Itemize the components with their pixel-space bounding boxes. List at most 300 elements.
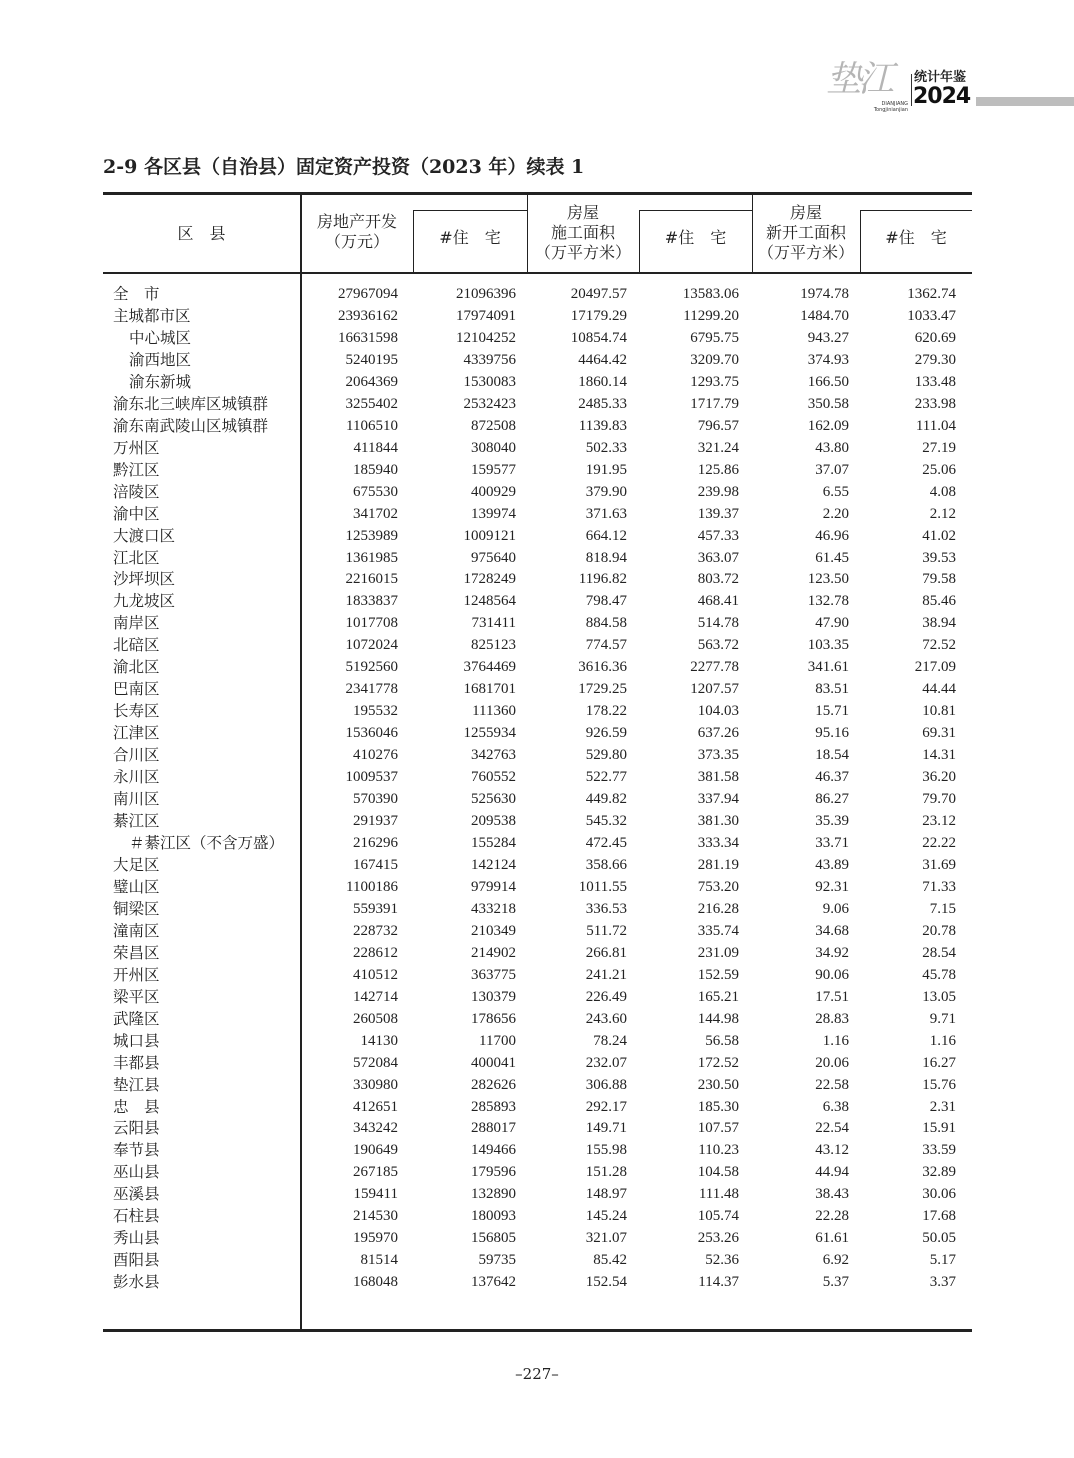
row-value: 10.81 xyxy=(922,703,956,720)
row-value: 1009537 xyxy=(345,769,398,786)
row-value: 333.34 xyxy=(697,835,739,851)
row-value: 155284 xyxy=(471,835,516,851)
table-row xyxy=(103,328,972,349)
row-district-name: 永川区 xyxy=(113,768,160,787)
header-real-estate xyxy=(301,212,413,252)
row-value: 151.28 xyxy=(585,1164,627,1181)
row-value: 52.36 xyxy=(705,1252,739,1269)
row-value: 2277.78 xyxy=(690,659,739,676)
row-value: 358.66 xyxy=(585,856,627,873)
row-value: 1207.57 xyxy=(690,681,739,698)
row-value: 675530 xyxy=(353,483,398,500)
table-row xyxy=(103,591,972,612)
table-row xyxy=(103,1162,972,1183)
logo-divider xyxy=(911,74,912,106)
row-value: 14.31 xyxy=(922,747,956,764)
row-value: 502.33 xyxy=(585,439,627,456)
table-row xyxy=(103,394,972,415)
row-value: 337.94 xyxy=(697,791,739,808)
row-value: 1011.55 xyxy=(578,878,627,895)
table-row xyxy=(103,723,972,744)
row-district-name: 开州区 xyxy=(113,965,160,984)
row-value: 371.63 xyxy=(585,505,627,522)
row-district-name: 石柱县 xyxy=(113,1207,160,1226)
table-row xyxy=(103,833,972,854)
row-district-name: 荣昌区 xyxy=(113,943,160,962)
row-district-name: 黔江区 xyxy=(113,460,160,479)
row-value: 83.51 xyxy=(815,681,849,698)
row-district-name: 渝中区 xyxy=(113,504,160,523)
row-value: 145.24 xyxy=(585,1208,627,1225)
row-district-name: 渝西地区 xyxy=(129,350,192,369)
row-value: 308040 xyxy=(471,439,516,456)
row-value: 38.43 xyxy=(815,1186,849,1203)
row-district-name: 大渡口区 xyxy=(113,526,176,545)
row-value: 18.54 xyxy=(815,747,849,764)
row-value: 111.48 xyxy=(698,1186,739,1203)
row-value: 61.45 xyxy=(815,549,849,566)
row-value: 132890 xyxy=(471,1186,516,1203)
row-district-name: 秀山县 xyxy=(113,1229,160,1248)
row-value: 872508 xyxy=(471,417,516,434)
header-residential: #住 宅 xyxy=(664,228,727,247)
row-district-name: 梁平区 xyxy=(113,987,160,1006)
row-value: 81514 xyxy=(360,1252,398,1269)
row-district-name: 巴南区 xyxy=(113,680,160,699)
row-value: 3255402 xyxy=(345,395,398,412)
row-value: 803.72 xyxy=(697,571,739,588)
row-value: 3616.36 xyxy=(578,659,627,676)
row-district-name: ＃綦江区（不含万盛） xyxy=(129,834,285,852)
row-district-name: 沙坪坝区 xyxy=(113,570,176,589)
row-value: 191.95 xyxy=(585,461,627,478)
row-value: 6.92 xyxy=(822,1252,849,1269)
row-value: 228732 xyxy=(353,922,398,939)
row-value: 69.31 xyxy=(922,725,956,742)
table-row xyxy=(103,1184,972,1205)
table-row xyxy=(103,1031,972,1052)
row-value: 282626 xyxy=(471,1076,516,1093)
row-district-name: 南岸区 xyxy=(113,614,160,633)
row-value: 774.57 xyxy=(585,637,627,654)
row-value: 3764469 xyxy=(463,659,516,676)
table-row xyxy=(103,613,972,634)
row-value: 410512 xyxy=(353,966,398,983)
row-district-name: 全 市 xyxy=(113,285,160,303)
row-value: 46.96 xyxy=(815,527,849,544)
row-value: 190649 xyxy=(353,1142,398,1159)
row-value: 71.33 xyxy=(922,878,956,895)
row-value: 152.59 xyxy=(697,966,739,983)
row-value: 17974091 xyxy=(456,307,516,324)
row-value: 4339756 xyxy=(463,351,516,368)
row-value: 37.07 xyxy=(815,461,849,478)
row-value: 266.81 xyxy=(585,944,627,961)
row-value: 41.02 xyxy=(922,527,956,544)
table-row xyxy=(103,1140,972,1161)
row-value: 34.92 xyxy=(815,944,849,961)
row-value: 363.07 xyxy=(697,549,739,566)
row-district-name: 北碚区 xyxy=(113,636,160,655)
row-value: 22.22 xyxy=(922,835,956,851)
row-value: 10854.74 xyxy=(570,329,627,346)
row-value: 142124 xyxy=(471,856,516,873)
row-value: 123.50 xyxy=(807,571,849,588)
row-value: 13583.06 xyxy=(682,286,739,302)
row-value: 110.23 xyxy=(698,1142,739,1159)
row-value: 2532423 xyxy=(463,395,516,412)
row-district-name: 云阳县 xyxy=(113,1119,160,1138)
row-value: 5.17 xyxy=(929,1252,956,1269)
header-bottom-rule xyxy=(103,272,972,274)
row-district-name: 武隆区 xyxy=(113,1009,160,1028)
row-value: 28.54 xyxy=(922,944,956,961)
row-value: 125.86 xyxy=(697,461,739,478)
row-value: 321.07 xyxy=(585,1230,627,1247)
row-value: 285893 xyxy=(471,1098,516,1115)
row-value: 825123 xyxy=(471,637,516,654)
row-value: 3209.70 xyxy=(690,351,739,368)
row-district-name: 主城都市区 xyxy=(113,306,191,325)
row-value: 7.15 xyxy=(929,900,956,917)
row-value: 27967094 xyxy=(338,286,398,302)
table-row xyxy=(103,460,972,481)
row-value: 230.50 xyxy=(697,1076,739,1093)
row-value: 1974.78 xyxy=(800,286,849,302)
row-value: 232.07 xyxy=(585,1054,627,1071)
table-row xyxy=(103,1075,972,1096)
row-value: 6.55 xyxy=(822,483,849,500)
row-value: 17179.29 xyxy=(570,307,627,324)
row-value: 166.50 xyxy=(807,373,849,390)
row-value: 343242 xyxy=(353,1120,398,1137)
row-value: 86.27 xyxy=(815,791,849,808)
row-value: 59735 xyxy=(478,1252,516,1269)
row-value: 292.17 xyxy=(585,1098,627,1115)
row-value: 449.82 xyxy=(585,791,627,808)
row-value: 2485.33 xyxy=(578,395,627,412)
row-district-name: 丰都县 xyxy=(113,1053,160,1072)
row-value: 33.71 xyxy=(815,835,849,851)
table-row xyxy=(103,1009,972,1030)
row-value: 563.72 xyxy=(697,637,739,654)
row-value: 32.89 xyxy=(922,1164,956,1181)
row-district-name: 铜梁区 xyxy=(113,899,160,918)
row-value: 570390 xyxy=(353,791,398,808)
table-row xyxy=(103,877,972,898)
row-value: 43.89 xyxy=(815,856,849,873)
row-value: 79.58 xyxy=(922,571,956,588)
table-row xyxy=(103,965,972,986)
header-unit: （万平方米） xyxy=(757,243,854,262)
row-value: 1728249 xyxy=(463,571,516,588)
row-value: 243.60 xyxy=(585,1010,627,1027)
row-value: 216296 xyxy=(353,835,398,851)
row-value: 20.78 xyxy=(922,922,956,939)
row-value: 25.06 xyxy=(922,461,956,478)
row-value: 1009121 xyxy=(463,527,516,544)
row-value: 321.24 xyxy=(697,439,739,456)
row-value: 1717.79 xyxy=(690,395,739,412)
table-row xyxy=(103,284,972,305)
row-value: 1536046 xyxy=(345,725,398,742)
row-district-name: 中心城区 xyxy=(129,328,192,347)
row-district-name: 綦江区 xyxy=(113,812,160,831)
row-value: 9.71 xyxy=(929,1010,956,1027)
row-district-name: 江北区 xyxy=(113,548,160,567)
row-value: 50.05 xyxy=(922,1230,956,1247)
row-value: 798.47 xyxy=(585,593,627,610)
row-value: 35.39 xyxy=(815,813,849,830)
row-value: 16631598 xyxy=(338,329,398,346)
row-value: 1.16 xyxy=(929,1032,956,1049)
row-value: 156805 xyxy=(471,1230,516,1247)
table-row xyxy=(103,657,972,678)
row-value: 107.57 xyxy=(697,1120,739,1137)
table-row xyxy=(103,482,972,503)
row-value: 411844 xyxy=(353,439,398,456)
row-value: 139974 xyxy=(471,505,516,522)
row-value: 410276 xyxy=(353,747,398,764)
row-value: 760552 xyxy=(471,769,516,786)
table-title: 2-9 各区县（自治县）固定资产投资（2023 年）续表 1 xyxy=(103,156,585,178)
row-value: 178656 xyxy=(471,1010,516,1027)
row-value: 72.52 xyxy=(922,637,956,654)
row-value: 185940 xyxy=(353,461,398,478)
row-district-name: 渝东新城 xyxy=(129,372,192,391)
row-value: 288017 xyxy=(471,1120,516,1137)
row-value: 162.09 xyxy=(807,417,849,434)
row-value: 241.21 xyxy=(585,966,627,983)
row-value: 233.98 xyxy=(914,395,956,412)
row-value: 1017708 xyxy=(345,615,398,632)
row-value: 342763 xyxy=(471,747,516,764)
row-value: 92.31 xyxy=(815,878,849,895)
row-value: 39.53 xyxy=(922,549,956,566)
row-value: 335.74 xyxy=(697,922,739,939)
row-value: 884.58 xyxy=(585,615,627,632)
row-value: 45.78 xyxy=(922,966,956,983)
row-value: 1253989 xyxy=(345,527,398,544)
row-value: 17.68 xyxy=(922,1208,956,1225)
table-row xyxy=(103,548,972,569)
row-value: 30.06 xyxy=(922,1186,956,1203)
row-value: 178.22 xyxy=(585,703,627,720)
row-value: 472.45 xyxy=(585,835,627,851)
table-row xyxy=(103,811,972,832)
row-value: 214902 xyxy=(471,944,516,961)
table-row xyxy=(103,635,972,656)
row-value: 23.12 xyxy=(922,813,956,830)
row-district-name: 彭水县 xyxy=(113,1273,160,1292)
row-value: 78.24 xyxy=(593,1032,627,1049)
row-value: 22.58 xyxy=(815,1076,849,1093)
table-row xyxy=(103,350,972,371)
header-subline xyxy=(860,210,972,211)
row-value: 350.58 xyxy=(807,395,849,412)
table-row xyxy=(103,438,972,459)
row-value: 1729.25 xyxy=(578,681,627,698)
table-row xyxy=(103,1228,972,1249)
row-value: 36.20 xyxy=(922,769,956,786)
row-value: 46.37 xyxy=(815,769,849,786)
row-value: 11299.20 xyxy=(683,307,739,324)
row-value: 155.98 xyxy=(585,1142,627,1159)
row-value: 433218 xyxy=(471,900,516,917)
row-value: 545.32 xyxy=(585,813,627,830)
row-value: 336.53 xyxy=(585,900,627,917)
row-value: 231.09 xyxy=(697,944,739,961)
row-value: 1530083 xyxy=(463,373,516,390)
row-district-name: 万州区 xyxy=(113,438,160,457)
row-value: 85.42 xyxy=(593,1252,627,1269)
header-new-construction xyxy=(752,203,860,263)
row-value: 2.20 xyxy=(822,505,849,522)
row-value: 1139.83 xyxy=(578,417,627,434)
row-value: 1860.14 xyxy=(578,373,627,390)
row-value: 341.61 xyxy=(807,659,849,676)
row-value: 529.80 xyxy=(585,747,627,764)
row-value: 20.06 xyxy=(815,1054,849,1071)
header-district: 区 县 xyxy=(177,224,226,243)
row-value: 2064369 xyxy=(345,373,398,390)
row-value: 79.70 xyxy=(922,791,956,808)
logo-pinyin-1: DIANJIANG xyxy=(881,101,908,107)
row-district-name: 渝北区 xyxy=(113,658,160,677)
row-district-name: 长寿区 xyxy=(113,702,160,721)
row-value: 1293.75 xyxy=(690,373,739,390)
table-row xyxy=(103,767,972,788)
header-unit: （万平方米） xyxy=(534,243,631,262)
row-value: 28.83 xyxy=(815,1010,849,1027)
row-value: 165.21 xyxy=(697,988,739,1005)
row-value: 1106510 xyxy=(346,417,398,434)
row-value: 103.35 xyxy=(807,637,849,654)
row-value: 139.37 xyxy=(697,505,739,522)
header-house: 房屋 xyxy=(789,203,822,222)
row-value: 43.12 xyxy=(815,1142,849,1159)
row-value: 180093 xyxy=(471,1208,516,1225)
row-value: 149466 xyxy=(471,1142,516,1159)
row-value: 5240195 xyxy=(345,351,398,368)
table-row xyxy=(103,679,972,700)
table-row xyxy=(103,504,972,525)
page-number: –227– xyxy=(515,1365,559,1383)
row-value: 5192560 xyxy=(345,659,398,676)
header-construction xyxy=(527,203,639,263)
row-value: 1100186 xyxy=(346,878,398,895)
header-residential: #住 宅 xyxy=(885,228,947,247)
row-district-name: 潼南区 xyxy=(113,921,160,940)
row-value: 664.12 xyxy=(585,527,627,544)
row-value: 15.76 xyxy=(922,1076,956,1093)
row-value: 330980 xyxy=(353,1076,398,1093)
logo-pinyin-2: Tongjinianjian xyxy=(873,107,908,113)
header-real-estate-label: 房地产开发 xyxy=(316,212,397,231)
row-value: 17.51 xyxy=(815,988,849,1005)
table-row xyxy=(103,1053,972,1074)
row-value: 559391 xyxy=(353,900,398,917)
header-residential: #住 宅 xyxy=(439,228,501,247)
row-value: 114.37 xyxy=(698,1274,739,1291)
row-value: 90.06 xyxy=(815,966,849,983)
table-row xyxy=(103,526,972,547)
table-row xyxy=(103,569,972,590)
row-value: 38.94 xyxy=(922,615,956,632)
header-house: 房屋 xyxy=(566,203,599,222)
row-value: 1361985 xyxy=(345,549,398,566)
row-value: 228612 xyxy=(353,944,398,961)
row-value: 195970 xyxy=(353,1230,398,1247)
row-value: 2216015 xyxy=(345,571,398,588)
row-value: 260508 xyxy=(353,1010,398,1027)
row-value: 522.77 xyxy=(585,769,627,786)
row-value: 373.35 xyxy=(697,747,739,764)
row-value: 2.31 xyxy=(929,1098,956,1115)
header-new-area: 新开工面积 xyxy=(765,223,846,242)
row-district-name: 南川区 xyxy=(113,790,160,809)
row-value: 14130 xyxy=(360,1032,398,1049)
row-value: 172.52 xyxy=(697,1054,739,1071)
row-value: 144.98 xyxy=(697,1010,739,1027)
row-value: 341702 xyxy=(353,505,398,522)
row-value: 33.59 xyxy=(922,1142,956,1159)
row-value: 400929 xyxy=(471,483,516,500)
row-value: 22.28 xyxy=(815,1208,849,1225)
row-value: 27.19 xyxy=(922,439,956,456)
row-value: 137642 xyxy=(471,1274,516,1291)
logo-calligraphy: 垫江 xyxy=(826,59,891,100)
row-value: 6795.75 xyxy=(690,329,739,346)
row-value: 104.03 xyxy=(697,703,739,720)
row-district-name: 城口县 xyxy=(113,1031,160,1050)
row-value: 159577 xyxy=(471,461,516,478)
row-value: 85.46 xyxy=(922,593,956,610)
row-district-name: 巫溪县 xyxy=(113,1185,160,1204)
row-value: 253.26 xyxy=(697,1230,739,1247)
row-value: 400041 xyxy=(471,1054,516,1071)
row-value: 15.91 xyxy=(922,1120,956,1137)
row-value: 926.59 xyxy=(585,725,627,742)
row-value: 2.12 xyxy=(929,505,956,522)
row-district-name: 璧山区 xyxy=(113,877,160,896)
header-real-estate-unit: （万元） xyxy=(324,232,389,251)
row-value: 4464.42 xyxy=(578,351,627,368)
row-value: 1255934 xyxy=(463,725,516,742)
row-value: 104.58 xyxy=(697,1164,739,1181)
row-value: 21096396 xyxy=(456,286,516,302)
row-value: 239.98 xyxy=(697,483,739,500)
header-bar xyxy=(976,97,1074,106)
row-value: 148.97 xyxy=(585,1186,627,1203)
row-value: 16.27 xyxy=(922,1054,956,1071)
row-value: 796.57 xyxy=(697,417,739,434)
logo-year: 2024 xyxy=(913,84,971,109)
row-value: 291937 xyxy=(353,813,398,830)
row-value: 20497.57 xyxy=(570,286,627,302)
row-value: 306.88 xyxy=(585,1076,627,1093)
table-row xyxy=(103,372,972,393)
row-value: 168048 xyxy=(353,1274,398,1291)
row-value: 44.44 xyxy=(922,681,956,698)
row-value: 34.68 xyxy=(815,922,849,939)
row-value: 61.61 xyxy=(815,1230,849,1247)
row-value: 152.54 xyxy=(585,1274,627,1291)
table-row xyxy=(103,921,972,942)
row-value: 1484.70 xyxy=(800,307,849,324)
table-row xyxy=(103,789,972,810)
table-row xyxy=(103,1118,972,1139)
